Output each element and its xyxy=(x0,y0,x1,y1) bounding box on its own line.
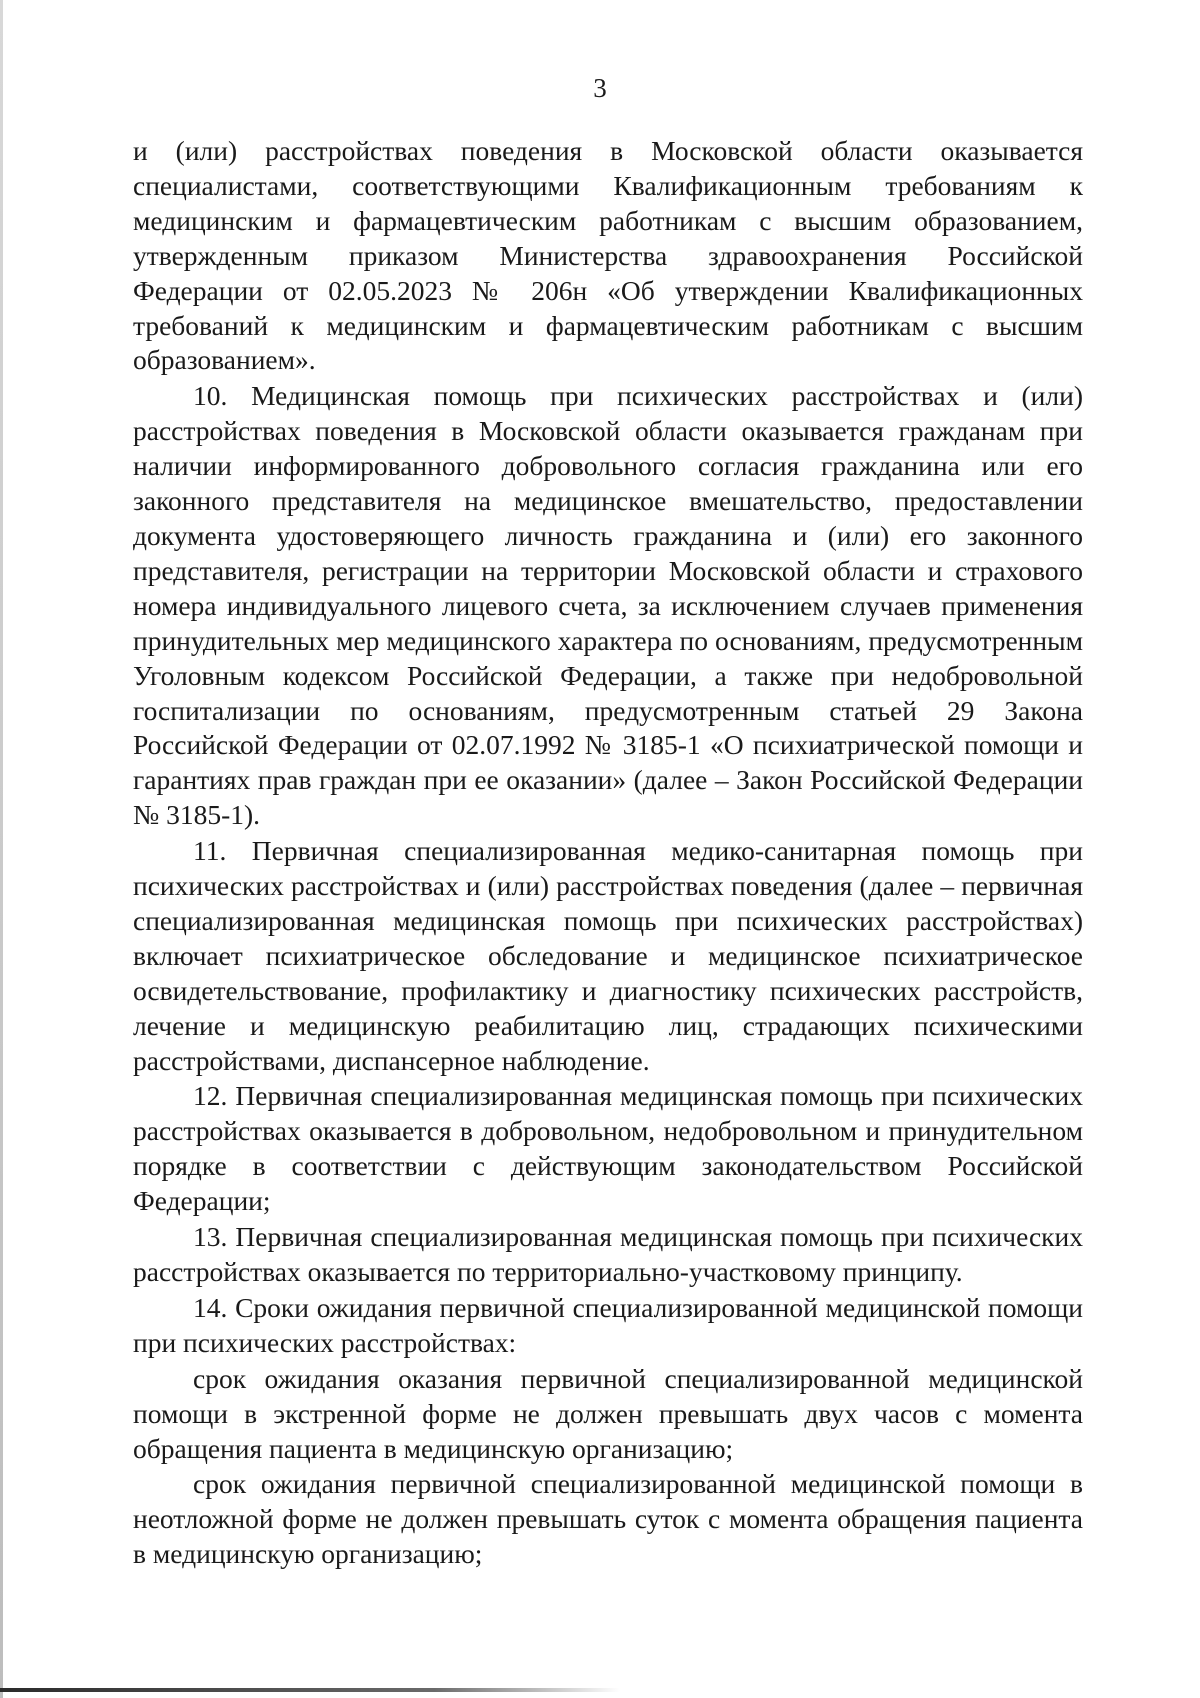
paragraph-11: 11. Первичная специализированная медико-санитарная помощь при психических расстройствах и (или) расстройствах поведения (далее – первичная специализированная медицинская помощь при психических расстройствах) включает психиатрическое обследование и медицинское психиатрическое освидетельствование, профилактику и диагностику психических расстройств, лечение и медицинскую реабилитацию лиц, страдающих психическими расстройствами, диспансерное наблюдение. xyxy=(133,835,1083,1076)
page-left-shadow xyxy=(0,0,3,1698)
paragraph-urgent-wait: срок ожидания первичной специализированной медицинской помощи в неотложной форме не должен превышать суток с момента обращения пациента в медицинскую организацию; xyxy=(133,1468,1083,1570)
paragraph-14: 14. Сроки ожидания первичной специализированной медицинской помощи при психических расстройствах: xyxy=(133,1291,1083,1358)
page-bottom-edge xyxy=(0,1688,620,1692)
paragraph-continuation: и (или) расстройствах поведения в Московской области оказывается специалистами, соответствующими Квалификационным требованиям к медицинским и фармацевтическим работникам с высшим образованием, утвержденным приказом Министерства здравоохранения Российской Федерации от 02.05.2023 № 206н «Об утверждении Квалификационных требований к медицинским и фармацевтическим работникам с высшим образованием». xyxy=(133,135,1083,376)
page-number: 3 xyxy=(593,73,607,103)
document-body xyxy=(133,134,1083,1572)
paragraph-12: 12. Первичная специализированная медицинская помощь при психических расстройствах оказывается в добровольном, недобровольном и принудительном порядке в соответствии с действующим законодательством Российской Федерации; xyxy=(133,1080,1083,1217)
paragraph-13: 13. Первичная специализированная медицинская помощь при психических расстройствах оказывается по территориально-участковому принципу. xyxy=(133,1221,1083,1287)
paragraph-10: 10. Медицинская помощь при психических расстройствах и (или) расстройствах поведения в Московской области оказывается гражданам при наличии информированного добровольного согласия гражданина или его законного представителя на медицинское вмешательство, предоставлении документа удостоверяющего личность гражданина и (или) его законного представителя, регистрации на территории Московской области и страхового номера индивидуального лицевого счета, за исключением случаев применения принудительных мер медицинского характера по основаниям, предусмотренным Уголовным кодексом Российской Федерации, а также при недобровольной госпитализации по основаниям, предусмотренным статьей 29 Закона Российской Федерации от 02.07.1992 № 3185-1 «О психиатрической помощи и гарантиях прав граждан при ее оказании» (далее – Закон Российской Федерации № 3185-1). xyxy=(133,380,1083,831)
paragraph-emergency-wait: срок ожидания оказания первичной специализированной медицинской помощи в экстренной форме не должен превышать двух часов с момента обращения пациента в медицинскую организацию; xyxy=(133,1362,1083,1464)
